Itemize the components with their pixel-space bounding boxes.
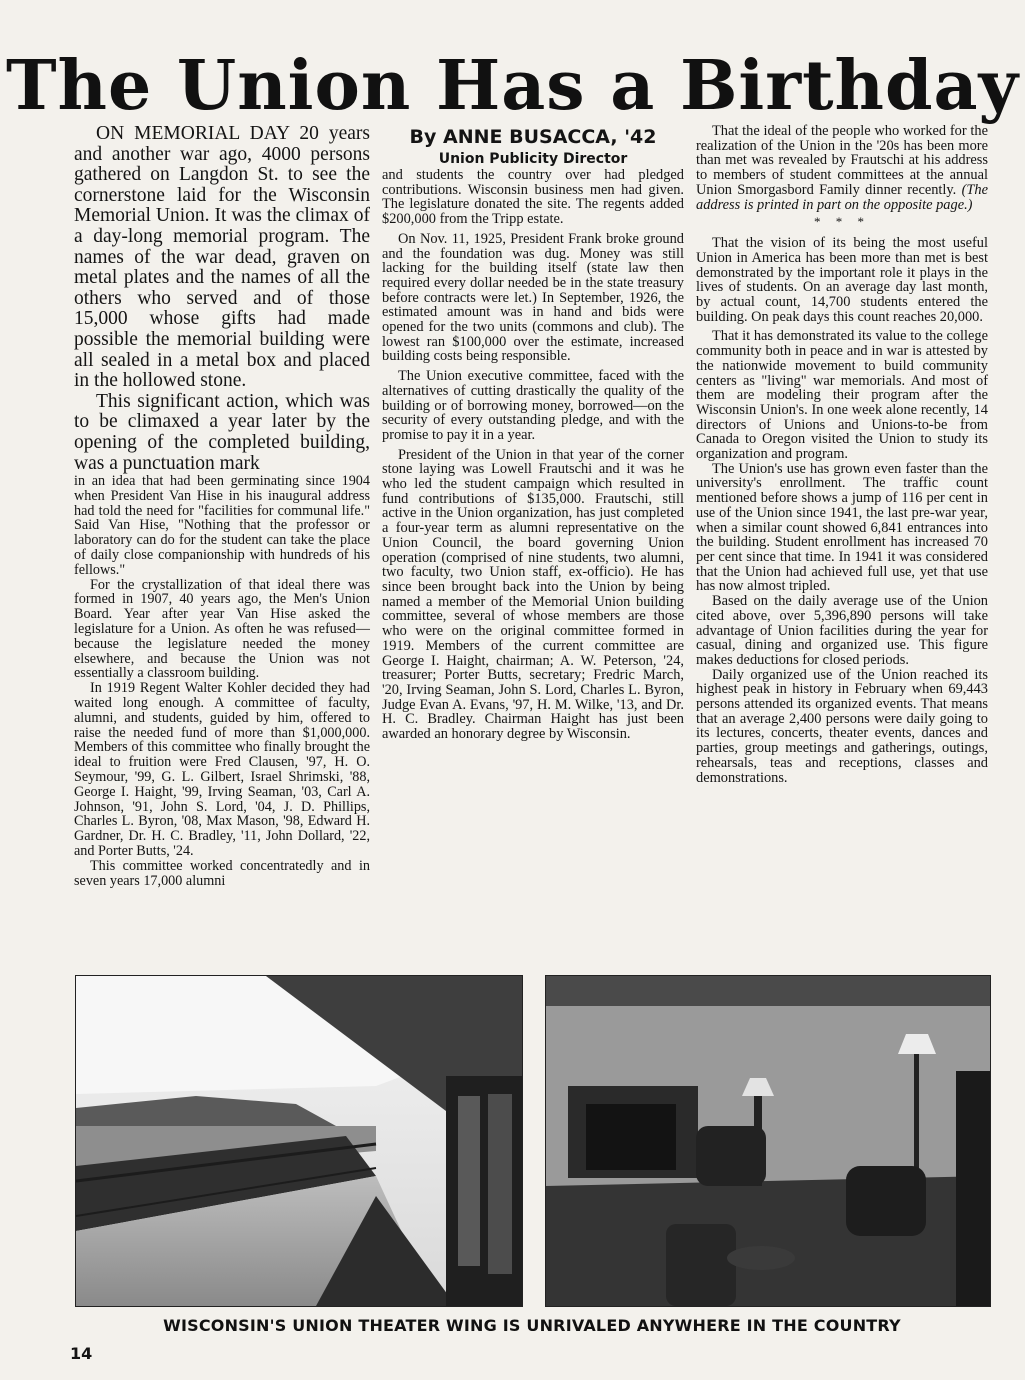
- body-paragraph: [696, 124, 988, 212]
- body-paragraph: In 1919 Regent Walter Kohler decided they had waited long enough. A committee of faculty, alumni, and students, guided by him, offered to raise the needed fund of more than $1,000,000. Members of this committee who finally brought the ideal to fruition were Fred Clausen, '97, H. O. Seymour, '99, G. L. Gilbert, Israel Shrimski, '88, George I. Haight, '99, Irving Seaman, '03, Carl A. Johnson, '91, John S. Lord, '04, J. D. Phillips, Charles L. Byron, '08, Max Mason, '98, Edward H. Gardner, Dr. H. C. Bradley, '11, John Dollard, '22, and Porter Butts, '24.: [74, 680, 370, 860]
- body-paragraph: Daily organized use of the Union reached its highest peak in history in February when 69,443 persons attended its organized events. That means that an average 2,400 persons were daily going to its lectures, concerts, theater events, dances and parties, group meetings and gatherings, outings, rehearsals, teas and receptions, classes and demonstrations.: [696, 666, 988, 786]
- body-paragraph: This committee worked concentratedly and in seven years 17,000 alumni: [74, 857, 370, 889]
- terrace-photo: [75, 975, 523, 1307]
- author-title: Union Publicity Director: [438, 151, 628, 167]
- lead-paragraph: This significant action, which was to be climaxed a year later by the opening of the completed building, was a punctuation mark: [74, 390, 370, 474]
- intro-note: (The address is printed in part on the opposite page.): [696, 181, 988, 213]
- intro-text: That the ideal of the people who worked for the realization of the Union in the '20s has been more than met was revealed by Frautschi at his address to members of student committees at the annual Union Smorgasbord Family dinner recently.: [696, 123, 988, 198]
- body-paragraph: On Nov. 11, 1925, President Frank broke ground and the foundation was dug. Money was still lacking for the building itself (state law then required every dollar needed be in the state treasury before contracts were let.) In September, 1926, the estimated amount was in hand and bids were opened for the two units (commons and club). The lowest ran $100,000 over the estimate, increased building costs being responsible.: [382, 230, 684, 365]
- body-paragraph: That it has demonstrated its value to the college community both in peace and in war is attested by the nationwide movement to build community centers as "living" war memorials. And most of them are modeling their program after the Wisconsin Union's. In one week alone recently, 14 directors of Unions and Unions-to-be from Canada to Oregon visited the Union to study its organization and program.: [696, 328, 988, 463]
- column-2: [382, 124, 684, 742]
- byline: By ANNE BUSACCA, '42: [409, 126, 657, 148]
- body-paragraph: in an idea that had been germinating since 1904 when President Van Hise in his inaugural address had told the need for "facilities for communal life." Said Van Hise, "Nothing that the professor or laboratory can do for the student can take the place of daily close companionship with hundreds of his fellows.": [74, 473, 370, 578]
- lead-paragraph: ON MEMORIAL DAY 20 years and another war ago, 4000 persons gathered on Langdon St. to see the cornerstone laid for the Wisconsin Memorial Union. It was the climax of a day-long memorial program. The names of the war dead, graven on metal plates and the names of all the others who served and of those 15,000 whose gifts had made possible the memorial building were all sealed in a metal box and placed in the hollowed stone.: [74, 123, 370, 392]
- body-paragraph: That the vision of its being the most useful Union in America has been more than met is best demonstrated by the important role it plays in the lives of students. On an average day last month, by actual count, 14,700 students entered the building. On peak days this count reaches 20,000.: [696, 235, 988, 325]
- column-3: [696, 124, 988, 785]
- photo-caption: WISCONSIN'S UNION THEATER WING IS UNRIVALED ANYWHERE IN THE COUNTRY: [163, 1316, 901, 1335]
- column-1: [74, 124, 370, 888]
- body-paragraph: The Union's use has grown even faster than the university's enrollment. The traffic count mentioned before shows a jump of 116 per cent in use of the Union since 1941, the last pre-war year, when a similar count showed 6,841 entrances into the building. Student enrollment has increased 70 per cent since that time. In 1941 it was considered that the Union had achieved full use, yet that use has now almost tripled.: [696, 460, 988, 595]
- body-paragraph: and students the country over had pledged contributions. Wisconsin business men had given. The legislature donated the site. The regents added $200,000 from the Tripp estate.: [382, 167, 684, 228]
- body-paragraph: The Union executive committee, faced with the alternatives of cutting drastically the quality of the building or of borrowing money, borrowed—on the security of every outstanding pledge, and with the promise to pay it in a year.: [382, 368, 684, 443]
- body-paragraph: President of the Union in that year of the corner stone laying was Lowell Frautschi and it was he who led the student campaign which resulted in fund contributions of $135,000. Frautschi, still active in the Union organization, has just completed a four-year term as alumni representative on the Union Council, the board governing Union operation (comprised of nine students, two alumni, two faculty, two Union staff, ex-officio). He has since been brought back into the Union by being named a member of the Memorial Union building committee, several of whose members are those who were on the original committee formed in 1919. Members of the current committee are George I. Haight, chairman; A. W. Peterson, '24, treasurer; Porter Butts, secretary; Fredric March, '20, Irving Seaman, John S. Lord, Charles L. Byron, Judge Evan A. Evans, '97, H. M. Wilke, '13, and Dr. H. C. Bradley. Chairman Haight has just been awarded an honorary degree by Wisconsin.: [382, 446, 684, 743]
- section-separator: * * *: [814, 214, 870, 230]
- lounge-illustration: [546, 976, 990, 1306]
- lounge-photo: [545, 975, 991, 1307]
- body-paragraph: For the crystallization of that ideal there was formed in 1907, 40 years ago, the Men's Union Board. Year after year Van Hise asked the legislature for a Union. As often he was refused—because the legislature needed the money elsewhere, and because the Union was not essentially a classroom building.: [74, 576, 370, 682]
- body-paragraph: Based on the daily average use of the Union cited above, over 5,396,890 persons will take advantage of Union facilities during the year for casual, dining and organized use. This figure makes deductions for closed periods.: [696, 593, 988, 668]
- headline: The Union Has a Birthday: [5, 46, 1020, 126]
- page-number: 14: [70, 1344, 93, 1363]
- terrace-illustration: [76, 976, 522, 1306]
